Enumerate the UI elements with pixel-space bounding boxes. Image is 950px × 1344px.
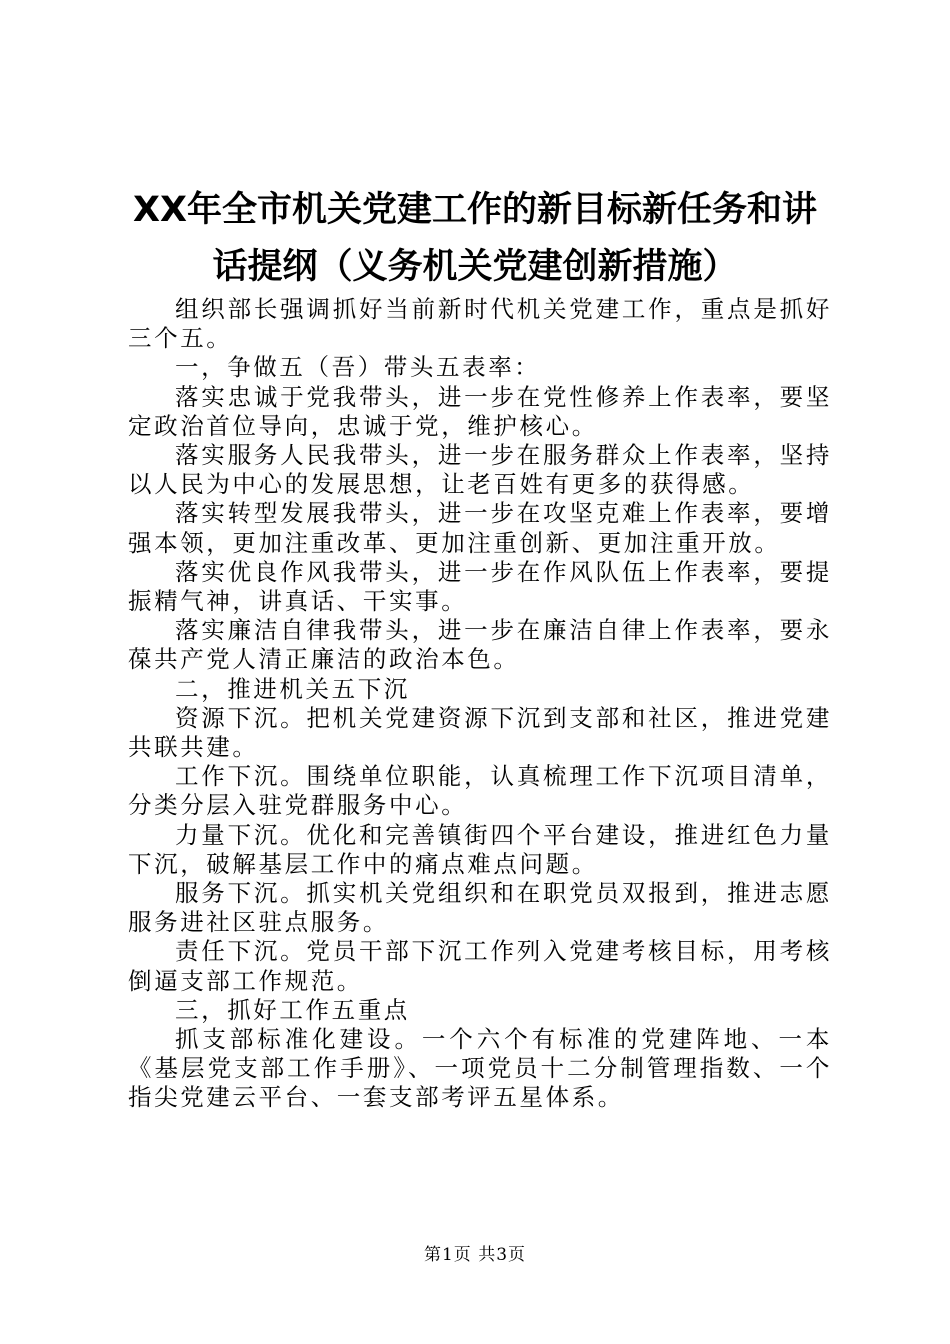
paragraph: 力量下沉。优化和完善镇街四个平台建设，推进红色力量下沉，破解基层工作中的痛点难点问题。 [128,820,832,878]
paragraph: 落实优良作风我带头，进一步在作风队伍上作表率，要提振精气神，讲真话、干实事。 [128,557,832,616]
paragraph-intro: 组织部长强调抓好当前新时代机关党建工作，重点是抓好三个五。 [128,295,832,353]
section-heading-3: 三，抓好工作五重点 [175,995,410,1024]
paragraph: 落实服务人民我带头，进一步在服务群众上作表率，坚持以人民为中心的发展思想，让老百姓有更多的获得感。 [128,441,832,499]
paragraph: 资源下沉。把机关党建资源下沉到支部和社区，推进党建共联共建。 [128,703,832,762]
section-heading-1: 一，争做五（吾）带头五表率： [175,353,541,382]
title-line-2: 话提纲（义务机关党建创新措施） [212,247,738,287]
paragraph: 抓支部标准化建设。一个六个有标准的党建阵地、一本《基层党支部工作手册》、一项党员十二分制管理指数、一个指尖党建云平台、一套支部考评五星体系。 [128,1025,832,1112]
paragraph: 责任下沉。党员干部下沉工作列入党建考核目标，用考核倒逼支部工作规范。 [128,937,832,995]
section-heading-2: 二，推进机关五下沉 [175,674,410,703]
paragraph: 工作下沉。围绕单位职能，认真梳理工作下沉项目清单，分类分层入驻党群服务中心。 [128,762,832,820]
document-body [128,295,832,1113]
page-footer: 第1页 共3页 [423,1245,527,1265]
paragraph: 服务下沉。抓实机关党组织和在职党员双报到，推进志愿服务进社区驻点服务。 [128,879,832,937]
paragraph: 落实转型发展我带头，进一步在攻坚克难上作表率，要增强本领，更加注重改革、更加注重创新、更加注重开放。 [128,499,832,557]
title-line-1: XX年全市机关党建工作的新目标新任务和讲 [133,190,817,230]
paragraph: 落实忠诚于党我带头，进一步在党性修养上作表率，要坚定政治首位导向，忠诚于党，维护核心。 [128,382,832,440]
document-title [110,182,840,296]
paragraph: 落实廉洁自律我带头，进一步在廉洁自律上作表率，要永葆共产党人清正廉洁的政治本色。 [128,616,832,674]
